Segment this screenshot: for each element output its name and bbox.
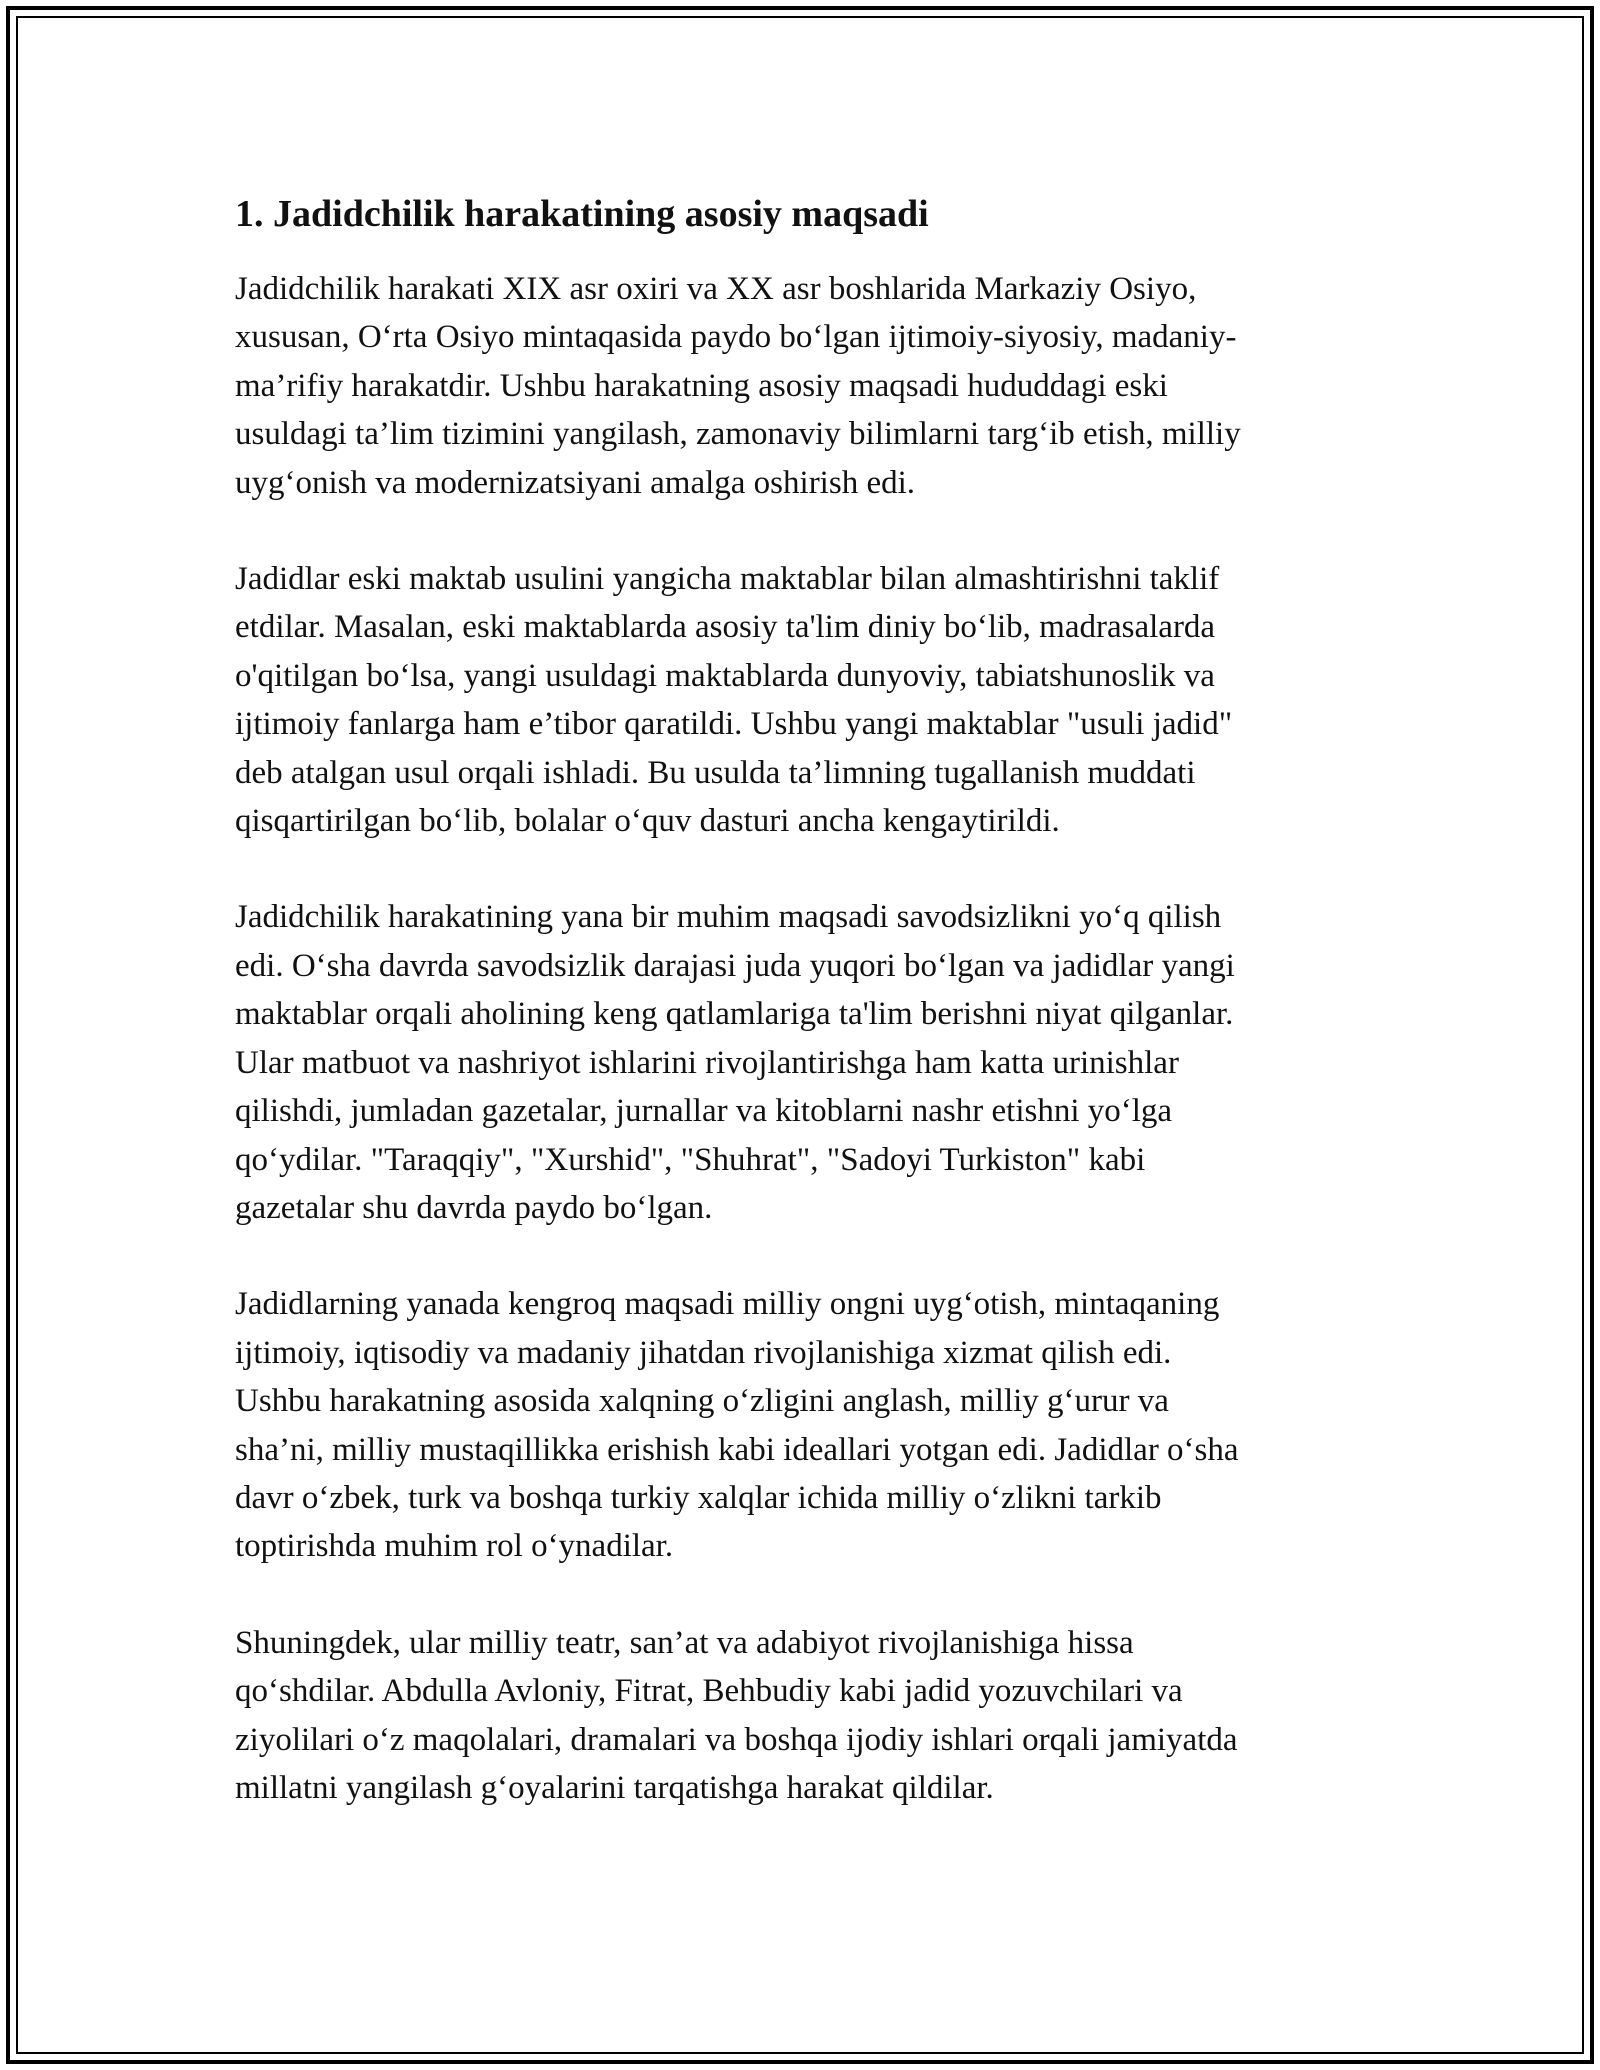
paragraph-line: Ular matbuot va nashriyot ishlarini rivojlantirishga ham katta urinishlar <box>235 1044 1179 1081</box>
paragraph-line: qo‘ydilar. "Taraqqiy", "Xurshid", "Shuhrat", "Sadoyi Turkiston" kabi <box>235 1141 1146 1178</box>
paragraph-line: Shuningdek, ular milliy teatr, san’at va adabiyot rivojlanishiga hissa <box>235 1624 1134 1661</box>
paragraph-line: Jadidlarning yanada kengroq maqsadi milliy ongni uyg‘otish, mintaqaning <box>235 1286 1220 1323</box>
paragraph-line: xususan, O‘rta Osiyo mintaqasida paydo bo‘lgan ijtimoiy-siyosiy, madaniy- <box>235 319 1237 356</box>
paragraph-line: edi. O‘sha davrda savodsizlik darajasi juda yuqori bo‘lgan va jadidlar yangi <box>235 947 1235 984</box>
document-title: 1. Jadidchilik harakatining asosiy maqsadi <box>235 193 929 235</box>
paragraph-line: Jadidlar eski maktab usulini yangicha maktablar bilan almashtirishni taklif <box>235 561 1220 598</box>
paragraph-line: millatni yangilash g‘oyalarini tarqatishga harakat qildilar. <box>235 1769 994 1806</box>
paragraph-line: ma’rifiy harakatdir. Ushbu harakatning asosiy maqsadi hududdagi eski <box>235 367 1168 404</box>
paragraph-line: usuldagi ta’lim tizimini yangilash, zamonaviy bilimlarni targ‘ib etish, milliy <box>235 416 1241 453</box>
paragraph-line: qo‘shdilar. Abdulla Avloniy, Fitrat, Behbudiy kabi jadid yozuvchilari va <box>235 1673 1183 1710</box>
paragraph <box>235 1280 1365 1570</box>
paragraph <box>235 893 1365 1232</box>
paragraph-line: toptirishda muhim rol o‘ynadilar. <box>235 1528 674 1565</box>
document-page <box>235 185 1365 1860</box>
paragraph-line: ijtimoiy, iqtisodiy va madaniy jihatdan rivojlanishiga xizmat qilish edi. <box>235 1334 1172 1371</box>
paragraph-line: ziyolilari o‘z maqolalari, dramalari va boshqa ijodiy ishlari orqali jamiyatda <box>235 1721 1238 1758</box>
paragraph-line: qisqartirilgan bo‘lib, bolalar o‘quv dasturi ancha kengaytirildi. <box>235 803 1060 840</box>
paragraph-line: uyg‘onish va modernizatsiyani amalga oshirish edi. <box>235 464 916 501</box>
paragraph-line: Jadidchilik harakatining yana bir muhim maqsadi savodsizlikni yo‘q qilish <box>235 899 1222 936</box>
paragraph-line: gazetalar shu davrda paydo bo‘lgan. <box>235 1189 713 1226</box>
paragraph <box>235 1619 1365 1813</box>
paragraph-line: ijtimoiy fanlarga ham e’tibor qaratildi. Ushbu yangi maktablar "usuli jadid" <box>235 706 1233 743</box>
paragraph-line: Jadidchilik harakati XIX asr oxiri va XX asr boshlarida Markaziy Osiyo, <box>235 271 1197 307</box>
paragraph-line: sha’ni, milliy mustaqillikka erishish kabi ideallari yotgan edi. Jadidlar o‘sha <box>235 1431 1239 1468</box>
paragraph <box>235 265 1365 507</box>
paragraph-line: maktablar orqali aholining keng qatlamlariga ta'lim berishni niyat qilganlar. <box>235 996 1234 1033</box>
paragraph <box>235 555 1365 845</box>
paragraph-line: qilishdi, jumladan gazetalar, jurnallar va kitoblarni nashr etishni yo‘lga <box>235 1093 1173 1130</box>
paragraph-line: Ushbu harakatning asosida xalqning o‘zligini anglash, milliy g‘urur va <box>235 1383 1169 1420</box>
paragraph-line: davr o‘zbek, turk va boshqa turkiy xalqlar ichida milliy o‘zlikni tarkib <box>235 1479 1162 1516</box>
paragraph-line: o'qitilgan bo‘lsa, yangi usuldagi maktablarda dunyoviy, tabiatshunoslik va <box>235 657 1215 694</box>
paragraph-line: etdilar. Masalan, eski maktablarda asosiy ta'lim diniy bo‘lib, madrasalarda <box>235 609 1216 646</box>
document-body <box>235 265 1365 1812</box>
paragraph-line: deb atalgan usul orqali ishladi. Bu usulda ta’limning tugallanish muddati <box>235 754 1196 791</box>
